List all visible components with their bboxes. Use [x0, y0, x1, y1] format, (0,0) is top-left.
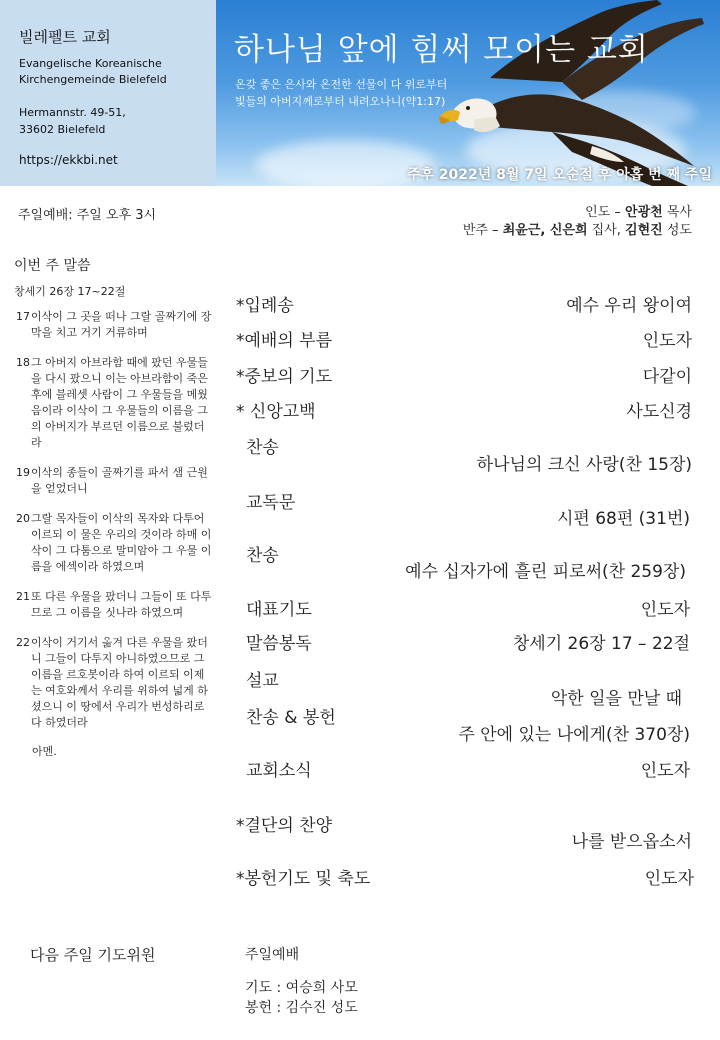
- verse-item: [16, 589, 212, 621]
- order-label-hymn1: 찬송: [246, 438, 279, 458]
- verse-text: 이삭이 그 곳을 떠나 그랄 골짜기에 장막을 치고 거기 거류하며: [31, 310, 212, 339]
- church-website-link[interactable]: https://ekkbi.net: [19, 153, 118, 167]
- verse-item: [16, 511, 212, 575]
- header: [0, 0, 720, 186]
- accompanist-name2: 김현진: [625, 223, 663, 238]
- verse-number: 19: [16, 466, 30, 479]
- verse-text: 이삭의 종들이 골짜기를 파서 샘 근원을 얻었더니: [31, 466, 208, 495]
- order-value-prayer: 인도자: [640, 600, 690, 620]
- order-value-hymn1: 하나님의 크신 사랑(찬 15장): [476, 455, 692, 475]
- accompanist-role: 반주 –: [462, 223, 499, 238]
- order-label-prayer: 대표기도: [246, 600, 312, 620]
- order-label-intercession: *중보의 기도: [236, 367, 333, 387]
- scripture-heading: 이번 주 말씀: [14, 258, 91, 274]
- service-leaders: [463, 204, 692, 240]
- verse-item: [16, 355, 212, 451]
- verse-number: 18: [16, 356, 30, 369]
- church-subtitle: [19, 56, 216, 88]
- leader-name: 안광천: [625, 205, 663, 220]
- banner-title: 하나님 앞에 힘써 모이는 교회: [234, 32, 649, 68]
- order-label-news: 교회소식: [246, 761, 312, 781]
- order-label-responsive: 교독문: [246, 493, 296, 513]
- church-info-panel: [0, 0, 216, 186]
- footer-service-heading: 주일예배: [245, 947, 300, 963]
- banner-verse-line1: 온갖 좋은 은사와 온전한 선물이 다 위로부터: [235, 78, 448, 91]
- address-line2: 33602 Bielefeld: [19, 123, 106, 136]
- order-value-call-to-worship: 예수 우리 왕이여: [566, 296, 692, 316]
- order-label-invocation: *예배의 부름: [236, 331, 333, 351]
- order-value-benediction: 인도자: [644, 869, 694, 889]
- order-label-offering: 찬송 & 봉헌: [246, 708, 336, 728]
- church-subtitle-line1: Evangelische Koreanische: [19, 57, 162, 70]
- service-date: 주후 2022년 8월 7일 오순절 후 아홉 번 째 주일: [406, 167, 712, 183]
- order-value-responsive: 시편 68편 (31번): [556, 509, 690, 529]
- verse-text: 또 다른 우물을 팠더니 그들이 또 다투므로 그 이름을 싯나라 하였으며: [31, 590, 212, 619]
- order-value-offering: 주 안에 있는 나에게(찬 370장): [458, 725, 690, 745]
- order-value-creed: 사도신경: [626, 402, 692, 422]
- order-label-commitment: *결단의 찬양: [236, 816, 333, 836]
- verse-text: 그 아버지 아브라함 때에 팠던 우물들을 다시 팠으니 이는 아브라함이 죽은 후에 블레셋 사람이 그 우물들을 메웠음이라 이삭이 그 우물들의 이름을 그의 아버지가 부르던 이름으로 불렀더라: [31, 356, 208, 449]
- church-subtitle-line2: Kirchengemeinde Bielefeld: [19, 73, 167, 86]
- banner: [216, 0, 720, 186]
- verse-number: 21: [16, 590, 30, 603]
- church-address: [19, 104, 216, 138]
- order-value-news: 인도자: [640, 761, 690, 781]
- service-time: 주일예배: 주일 오후 3시: [18, 208, 157, 223]
- amen: 아멘.: [32, 745, 57, 758]
- scripture-reference: 창세기 26장 17~22절: [14, 285, 126, 298]
- church-name: 빌레펠트 교회: [19, 28, 111, 46]
- leader-role: 인도 –: [585, 205, 621, 220]
- verse-item: [16, 309, 212, 341]
- verse-number: 17: [16, 310, 30, 323]
- order-value-reading: 창세기 26장 17 – 22절: [512, 634, 690, 654]
- verse-item: [16, 635, 212, 731]
- banner-verse: [235, 76, 447, 110]
- order-label-creed: * 신앙고백: [236, 402, 316, 422]
- accompanist-names: 최윤근, 신은희: [502, 223, 588, 238]
- order-value-hymn2: 예수 십자가에 흘린 피로써(찬 259장): [405, 562, 686, 582]
- banner-verse-line2: 빛들의 아버지께로부터 내려오나니(약1:17): [235, 95, 446, 108]
- order-label-benediction: *봉헌기도 및 축도: [236, 869, 371, 889]
- verse-text: 그랄 목자들이 이삭의 목자와 다투어 이르되 이 물은 우리의 것이라 하매 이삭이 그 다툼으로 말미암아 그 우물 이름을 에섹이라 하였으며: [31, 512, 212, 573]
- accompanist-title2: 성도: [666, 223, 692, 238]
- order-label-sermon: 설교: [246, 671, 279, 691]
- address-line1: Hermannstr. 49-51,: [19, 106, 126, 119]
- footer-offering-assignee: 봉헌 : 김수진 성도: [245, 1000, 358, 1016]
- order-label-hymn2: 찬송: [246, 546, 279, 566]
- accompanist-line: [463, 222, 692, 240]
- order-value-invocation: 인도자: [642, 331, 692, 351]
- order-value-intercession: 다같이: [642, 367, 692, 387]
- order-label-reading: 말씀봉독: [246, 634, 312, 654]
- next-week-prayer-heading: 다음 주일 기도위원: [30, 946, 156, 964]
- footer-prayer-assignee: 기도 : 여승희 사모: [245, 980, 358, 996]
- verse-text: 이삭이 거기서 옮겨 다른 우물을 팠더니 그들이 다투지 아니하였으므로 그 이름을 르호봇이라 하여 이르되 이제는 여호와께서 우리를 위하여 넓게 하셨으니 이 땅에서 우리가 번성하리로다 하였더라: [31, 636, 208, 729]
- verse-item: [16, 465, 212, 497]
- leader-line: [463, 204, 692, 222]
- order-value-commitment: 나를 받으옵소서: [571, 832, 692, 852]
- scripture-verses: [16, 309, 212, 759]
- verse-number: 20: [16, 512, 30, 525]
- verse-number: 22: [16, 636, 30, 649]
- order-value-sermon: 악한 일을 만날 때: [550, 689, 682, 709]
- leader-title: 목사: [666, 205, 692, 220]
- order-label-call-to-worship: *입례송: [236, 296, 294, 316]
- accompanist-title1: 집사,: [591, 223, 621, 238]
